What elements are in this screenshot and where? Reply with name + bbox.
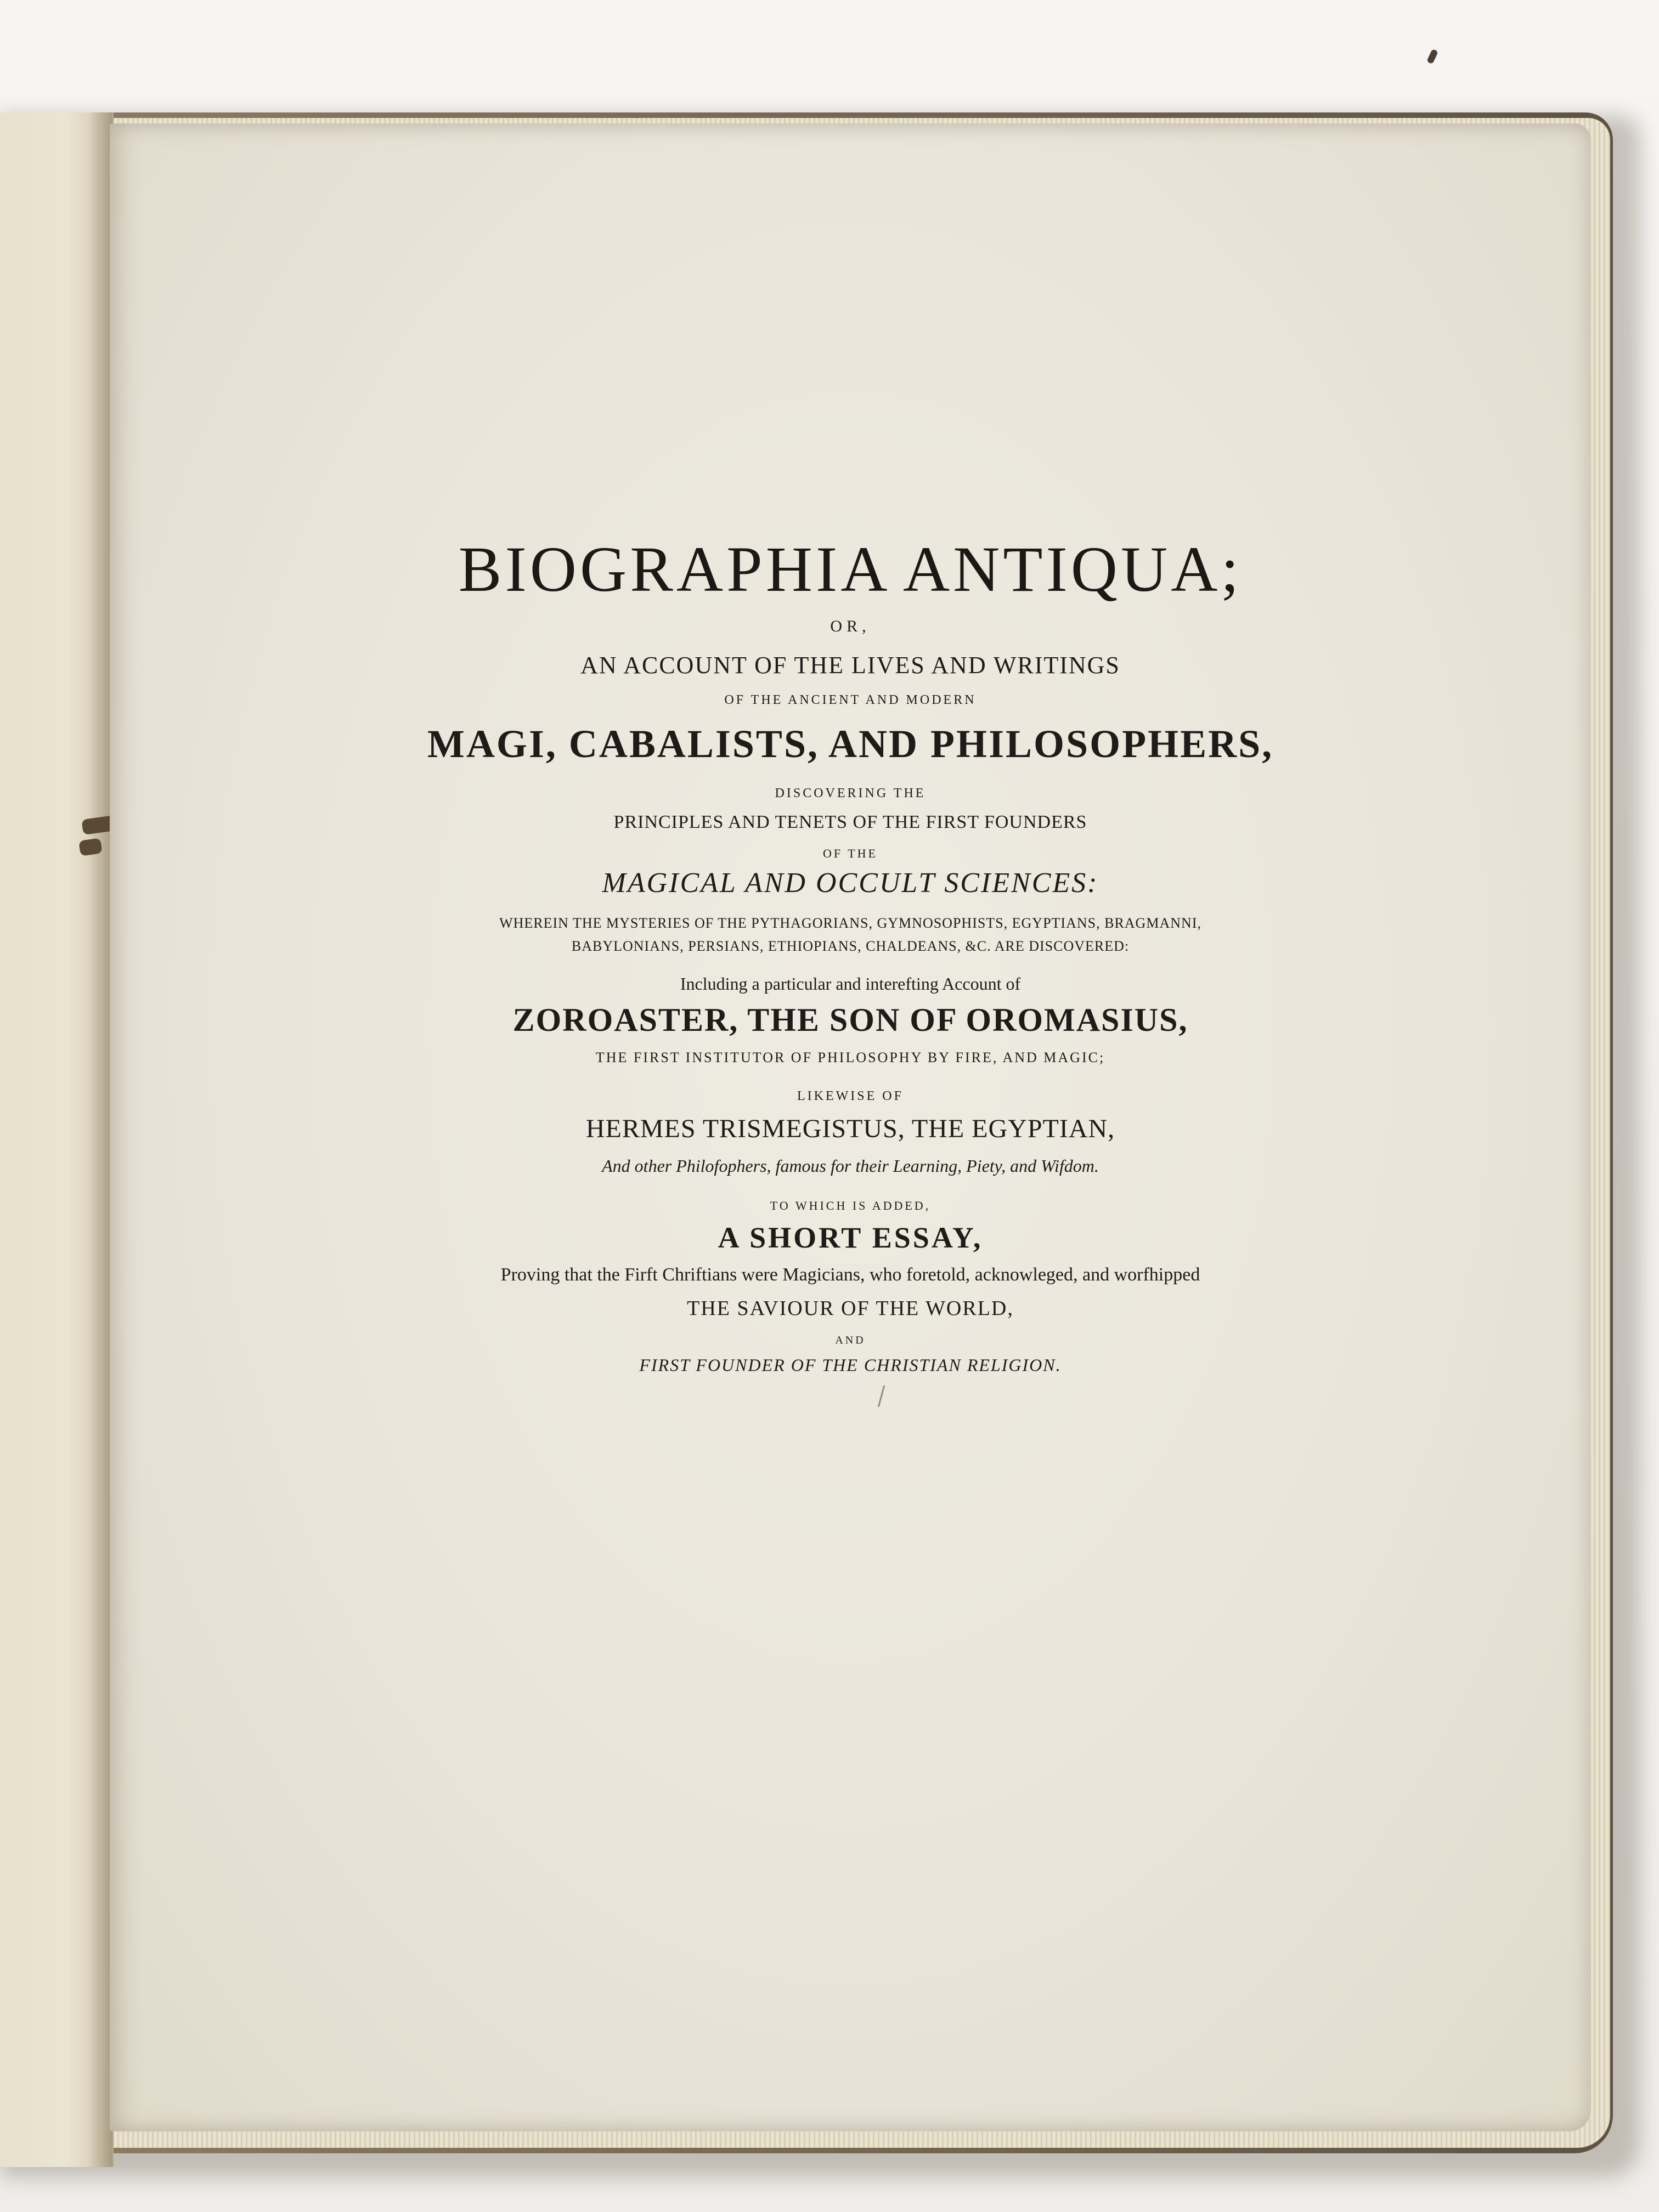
founder-line: FIRST FOUNDER OF THE CHRISTIAN RELIGION. [639,1355,1062,1375]
short-essay-line: A SHORT ESSAY, [718,1221,983,1254]
magical-sciences-line: MAGICAL AND OCCULT SCIENCES: [602,867,1099,899]
binding-gutter [88,112,112,2167]
saviour-line: THE SAVIOUR OF THE WORLD, [687,1297,1014,1320]
wherein-line: WHEREIN THE MYSTERIES OF THE PYTHAGORIANS, GYMNOSOPHISTS, EGYPTIANS, BRAGMANNI, [499,915,1201,931]
ancient-modern-line: OF THE ANCIENT AND MODERN [724,693,977,707]
likewise-line: LIKEWISE OF [797,1089,904,1103]
discovering-line: DISCOVERING THE [775,786,926,800]
zoroaster-line: ZOROASTER, THE SON OF OROMASIUS, [512,1002,1188,1038]
magi-line: MAGI, CABALISTS, AND PHILOSOPHERS, [427,722,1274,766]
of-the-line: OF THE [823,847,878,860]
and-line: AND [835,1334,866,1346]
proving-line: Proving that the Firft Chriftians were Magicians, who foretold, acknowleged, and worfhipped [500,1265,1200,1285]
paper-fleck [878,1385,885,1407]
account-line: AN ACCOUNT OF THE LIVES AND WRITINGS [580,652,1120,679]
institutor-line: THE FIRST INSTITUTOR OF PHILOSOPHY BY FIRE, AND MAGIC; [595,1049,1105,1065]
book-title: BIOGRAPHIA ANTIQUA; [458,533,1243,605]
or-line: OR, [830,617,871,635]
to-which-added-line: TO WHICH IS ADDED, [770,1199,931,1212]
hermes-line: HERMES TRISMEGISTUS, THE EGYPTIAN, [585,1114,1115,1143]
babylonians-line: BABYLONIANS, PERSIANS, ETHIOPIANS, CHALDEANS, &C. ARE DISCOVERED: [571,938,1130,954]
including-line: Including a particular and interefting Account of [680,974,1021,994]
title-page [110,123,1591,2131]
principles-line: PRINCIPLES AND TENETS OF THE FIRST FOUNDERS [613,812,1087,832]
other-philosophers-line: And other Philofophers, famous for their Learning, Piety, and Wifdom. [602,1156,1099,1176]
